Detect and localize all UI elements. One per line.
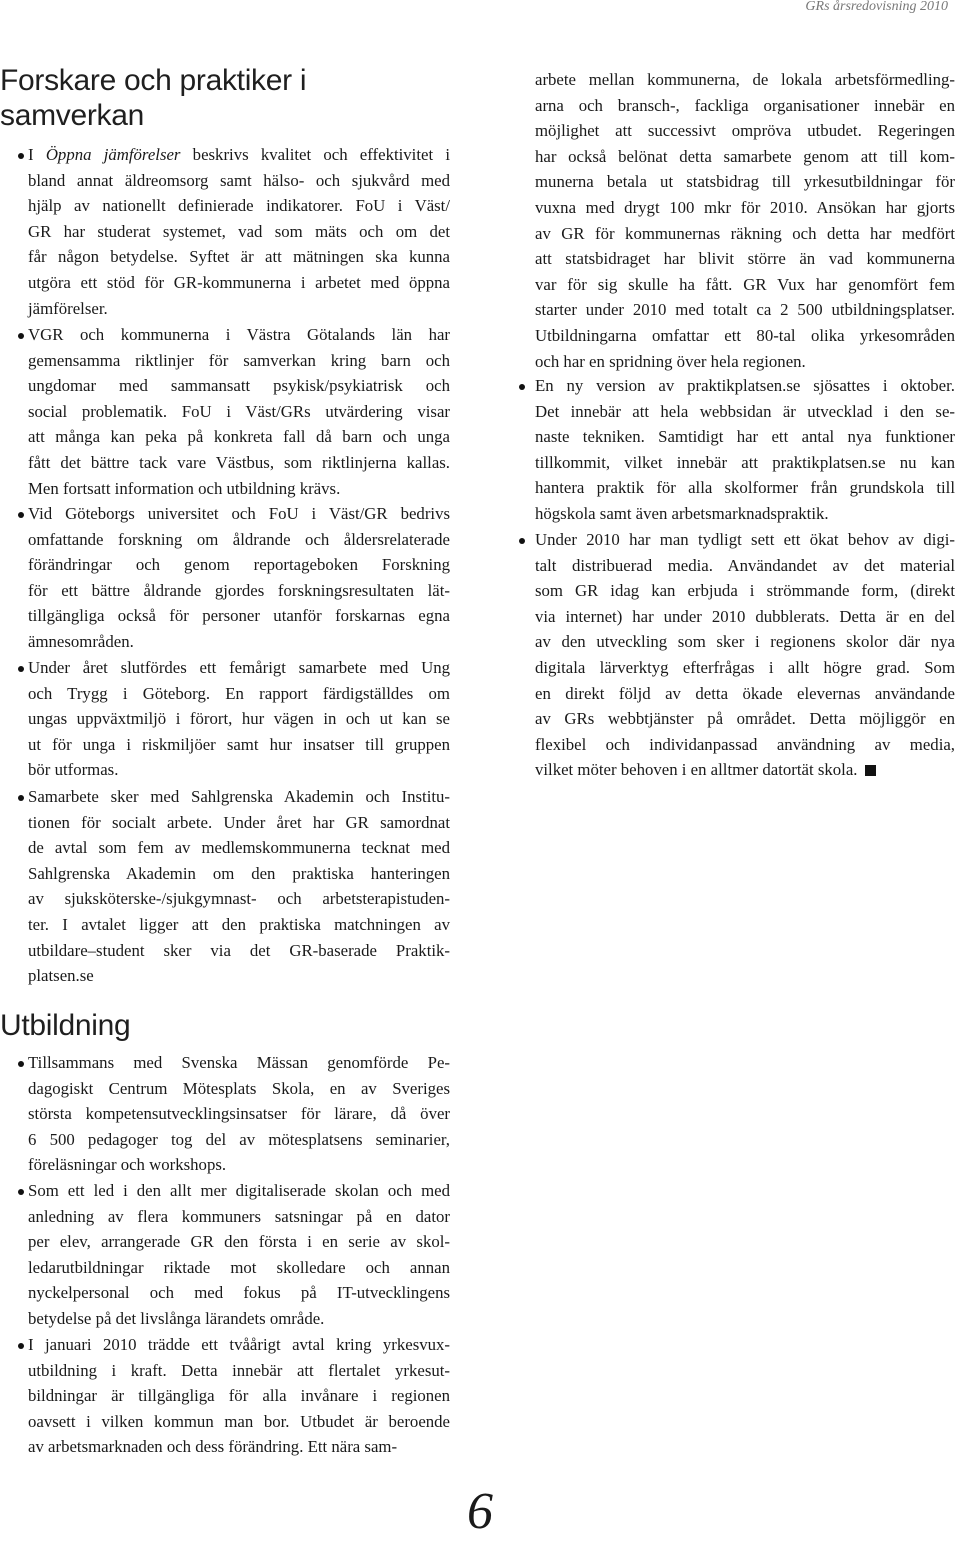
text-line <box>28 1127 450 1153</box>
text-line <box>28 963 450 989</box>
text-segment: betydelse på det livslånga lärandets område. <box>28 1308 325 1328</box>
bullet-item-digital-media <box>535 527 955 783</box>
text-segment: har också belönat detta samarbete genom att till kom- <box>535 146 955 166</box>
text-segment: ungdomar med sammansatt psykisk/psykiatrisk och <box>28 376 450 396</box>
text-line <box>535 450 955 476</box>
bullet-dot-icon <box>519 538 525 544</box>
section-heading-research <box>0 63 306 133</box>
text-segment: I januari 2010 trädde ett tvåårigt avtal kring yrkesvux- <box>28 1335 450 1354</box>
text-segment: omfattande forskning om åldrande och åldersrelaterade <box>28 529 450 549</box>
text-line <box>28 270 450 296</box>
text-segment: gemensamma riktlinjer för samverkan kring barn och <box>28 350 450 370</box>
text-segment: tillkommit, vilket innebär att praktikplatsen.se nu kan <box>535 452 955 472</box>
text-line <box>535 424 955 450</box>
text-line <box>535 706 955 732</box>
text-segment: för ett bättre åldrande gjordes forskningsresultaten lät- <box>28 580 450 600</box>
text-segment: bildningar är tillgängliga för alla invånare i regionen <box>28 1386 450 1406</box>
text-line <box>535 195 955 221</box>
text-segment: av GR för kommunernas räkning och detta har medfört <box>535 223 955 243</box>
text-line <box>535 655 955 681</box>
text-line <box>28 1255 450 1281</box>
text-line <box>28 373 450 399</box>
text-line <box>28 1050 450 1076</box>
text-line <box>535 527 955 553</box>
text-segment: vuxna med drygt 100 mkr för 2010. Ansökan har gjorts <box>535 197 955 217</box>
text-line <box>28 1358 450 1384</box>
running-title: GRs årsredovisning 2010 <box>805 0 948 14</box>
text-segment: naste tekniken. Samtidigt har ett antal nya funktioner <box>535 427 955 447</box>
text-segment: utgöra ett stöd för GR-kommunerna i arbetet med öppna <box>28 272 450 292</box>
text-segment: och har en spridning över hela regionen. <box>535 351 806 371</box>
text-line <box>28 1178 450 1204</box>
section-heading-line: Forskare och praktiker i <box>0 64 307 97</box>
text-line <box>535 475 955 501</box>
text-line <box>28 527 450 553</box>
text-line <box>28 732 450 758</box>
text-segment: var för sig skulle ha fått. GR Vux har genomfört fem <box>535 274 955 294</box>
text-line <box>28 1409 450 1435</box>
text-line <box>535 221 955 247</box>
text-segment: per elev, arrangerade GR den första i en serie av skol- <box>28 1232 450 1252</box>
text-line <box>535 118 955 144</box>
text-line <box>28 835 450 861</box>
section-heading-education: Utbildning <box>0 1009 131 1042</box>
text-line <box>28 296 450 322</box>
text-line <box>28 501 450 527</box>
text-segment: Under 2010 har man tydligt sett ett ökat behov av digi- <box>535 530 955 549</box>
text-segment: ungas uppväxtmiljö i förort, hur vägen in och ut kan se <box>28 709 450 729</box>
bullet-item-aldrande-forskning <box>28 501 450 655</box>
text-line <box>535 144 955 170</box>
text-segment: En ny version av praktikplatsen.se sjösattes i oktober. <box>535 376 955 395</box>
text-line <box>28 629 450 655</box>
text-segment: oavsett i vilken kommun man bor. Utbudet är beroende <box>28 1411 450 1431</box>
text-line <box>535 349 955 375</box>
text-line <box>535 553 955 579</box>
text-segment: vilket möter behoven i en alltmer datortät skola. <box>535 760 858 780</box>
text-line <box>535 757 955 783</box>
text-line <box>28 861 450 887</box>
text-line <box>28 193 450 219</box>
text-segment: jämförelser. <box>28 298 108 318</box>
text-segment: anledning av flera kommuners satsningar på en dator <box>28 1206 450 1226</box>
text-line <box>28 706 450 732</box>
text-line <box>28 912 450 938</box>
text-segment: VGR och kommunerna i Västra Götalands län har <box>28 325 450 344</box>
text-segment: av GRs webbtjänster på området. Detta möjliggör en <box>535 709 955 729</box>
text-segment: utbildning i kraft. Detta innebär att flertalet yrkesut- <box>28 1360 450 1380</box>
text-segment: fått det bättre tack vare Västbus, som riktlinjerna kallas. <box>28 452 450 472</box>
text-segment: största kompetensutvecklingsinsatser för lärare, då över <box>28 1104 450 1124</box>
text-line <box>535 323 955 349</box>
text-segment: Det innebär att hela webbsidan är utvecklad i den se- <box>535 401 955 421</box>
text-line <box>535 169 955 195</box>
text-segment: av arbetsmarknaden och dess förändring. Ett nära sam- <box>28 1437 398 1457</box>
text-line <box>28 603 450 629</box>
text-segment: via internet) har under 2010 dubblerats. Detta är en del <box>535 606 955 626</box>
text-segment: arbete mellan kommunerna, de lokala arbetsförmedling- <box>535 70 955 89</box>
text-line <box>28 322 450 348</box>
text-segment: förändringar och genom reportageboken Forskning <box>28 555 450 575</box>
text-line <box>535 297 955 323</box>
text-segment: får någon betydelse. Syftet är att mätningen ska kunna <box>28 247 450 267</box>
bullet-dot-icon <box>18 333 24 339</box>
bullet-item-oppna-jamforelser <box>28 142 450 321</box>
text-segment: möjlighet att successivt ompröva utbudet. Regeringen <box>535 121 955 141</box>
text-segment: ämnesområden. <box>28 631 134 651</box>
text-line <box>28 578 450 604</box>
text-segment: ut för unga i riskmiljöer samt hur insatser till gruppen <box>28 734 450 754</box>
text-segment: och Trygg i Göteborg. En rapport färdigställdes om <box>28 683 450 703</box>
text-segment: ledarutbildningar riktade mot skolledare och annan <box>28 1257 450 1277</box>
text-segment: hantera praktik för alla skolformer från grundskola till <box>535 478 955 498</box>
text-segment: beskrivs kvalitet och effektivitet i <box>180 145 450 164</box>
text-segment: tionen för socialt arbete. Under året har GR samordnat <box>28 812 450 832</box>
text-segment: bör utformas. <box>28 760 119 780</box>
bullet-dot-icon <box>18 795 24 801</box>
bullet-item-skolledarutbildning <box>28 1178 450 1332</box>
bullet-dot-icon <box>18 512 24 518</box>
text-line <box>28 1229 450 1255</box>
text-segment: de avtal som fem av medlemskommunerna tecknat med <box>28 838 450 858</box>
text-segment: talt distribuerad media. Användandet av det material <box>535 555 955 575</box>
text-line <box>28 552 450 578</box>
text-segment: hjälp av nationellt definierade indikatorer. FoU i Väst/ <box>28 196 450 216</box>
text-line <box>535 578 955 604</box>
bullet-dot-icon <box>18 1189 24 1195</box>
text-segment: en direkt följd av detta ökade elevernas användande <box>535 683 955 703</box>
text-segment: Under året slutfördes ett femårigt samarbete med Ung <box>28 658 450 677</box>
text-line <box>28 424 450 450</box>
text-line <box>28 757 450 783</box>
page-number: 6 <box>467 1483 493 1540</box>
text-line <box>28 1152 450 1178</box>
text-line <box>28 1101 450 1127</box>
text-segment: högskola samt även arbetsmarknadspraktik. <box>535 503 829 523</box>
bullet-dot-icon <box>18 153 24 159</box>
text-line <box>28 1383 450 1409</box>
text-segment: Vid Göteborgs universitet och FoU i Väst/GR bedrivs <box>28 504 450 523</box>
text-segment: GR har studerat systemet, vad som mäts och om det <box>28 221 450 241</box>
text-line <box>535 373 955 399</box>
text-segment: Samarbete sker med Sahlgrenska Akademin och Institu- <box>28 787 450 806</box>
text-line <box>28 1204 450 1230</box>
text-segment: föreläsningar och workshops. <box>28 1155 227 1175</box>
text-segment: social problematik. FoU i Väst/GRs utvärdering visar <box>28 401 450 421</box>
text-line <box>28 244 450 270</box>
text-segment: av den utveckling som sker i regionens skolor där nya <box>535 632 955 652</box>
bullet-dot-icon <box>18 1343 24 1349</box>
bullet-item-yrkesvux <box>28 1332 450 1460</box>
bullet-dot-icon <box>18 666 24 672</box>
text-line <box>535 399 955 425</box>
bullet-dot-icon <box>519 384 525 390</box>
text-line <box>535 272 955 298</box>
section-heading-line: samverkan <box>0 99 145 132</box>
text-line <box>28 1332 450 1358</box>
text-line <box>28 681 450 707</box>
text-line <box>28 938 450 964</box>
bullet-item-ung-och-trygg <box>28 655 450 783</box>
bullet-dot-icon <box>18 1061 24 1067</box>
text-segment: ter. I avtalet ligger att den praktiska matchningen av <box>28 914 450 934</box>
text-line <box>535 681 955 707</box>
text-line <box>535 93 955 119</box>
text-segment: att statsbidraget har blivit större än vad kommunerna <box>535 249 955 269</box>
text-segment: Sahlgrenska Akademin om den praktiska hanteringen <box>28 863 450 883</box>
text-segment: 6 500 pedagoger tog del av mötesplatsens seminarier, <box>28 1129 450 1149</box>
text-segment: dagogiskt Centrum Mötesplats Skola, en av Sveriges <box>28 1078 450 1098</box>
text-segment: arna och bransch-, fackliga organisationer innebär en <box>535 95 955 115</box>
bullet-item-praktikplatsen <box>535 373 955 527</box>
text-line <box>28 1434 450 1460</box>
text-line <box>535 629 955 655</box>
text-line <box>28 1076 450 1102</box>
text-line <box>535 732 955 758</box>
text-segment: Men fortsatt information och utbildning krävs. <box>28 478 341 498</box>
text-segment: av sjuksköterske-/sjukgymnast- och arbetsterapistuden- <box>28 889 450 909</box>
continuation-paragraph <box>535 67 955 374</box>
text-segment: utbildare–student sker via det GR-baserade Praktik- <box>28 940 450 960</box>
text-segment: I <box>28 145 46 164</box>
text-segment: Utbildningarna omfattar ett 80-tal olika yrkesområden <box>535 325 955 345</box>
text-segment: som GR idag kan erbjuda i strömmande form, (direkt <box>535 581 955 601</box>
text-line <box>28 1306 450 1332</box>
text-line <box>535 604 955 630</box>
text-line <box>535 501 955 527</box>
text-line <box>28 655 450 681</box>
text-line <box>28 476 450 502</box>
text-line <box>28 1280 450 1306</box>
text-segment: Som ett led i den allt mer digitaliserade skolan och med <box>28 1181 450 1200</box>
text-segment: nyckelpersonal och med fokus på IT-utvecklingens <box>28 1283 450 1303</box>
text-segment: platsen.se <box>28 966 94 986</box>
bullet-item-vgr-riktlinjer <box>28 322 450 501</box>
text-line <box>28 886 450 912</box>
text-segment: tillgängliga också för personer utanför forskarnas egna <box>28 606 450 626</box>
text-line <box>28 348 450 374</box>
bullet-item-sahlgrenska <box>28 784 450 989</box>
bullet-item-motesplats-skola <box>28 1050 450 1178</box>
text-line <box>535 246 955 272</box>
text-line <box>28 168 450 194</box>
text-segment: digitala lärverktyg efterfrågas i allt högre grad. Som <box>535 657 955 677</box>
text-line <box>28 142 450 168</box>
text-line <box>28 784 450 810</box>
italic-title: Öppna jämförelser <box>45 145 181 164</box>
text-segment: starter under 2010 med totalt ca 2 500 utbildningsplatser. <box>535 300 955 320</box>
text-line <box>535 67 955 93</box>
text-segment: Tillsammans med Svenska Mässan genomförde Pe- <box>28 1053 450 1072</box>
text-line <box>28 399 450 425</box>
text-segment: att många kan peka på konkreta fall då barn och unga <box>28 427 450 447</box>
text-segment: bland annat äldreomsorg samt hälso- och sjukvård med <box>28 170 450 190</box>
text-segment: munerna betala ut statsbidrag till yrkesutbildningar för <box>535 172 955 192</box>
end-of-article-square-icon <box>865 765 876 776</box>
text-line <box>28 450 450 476</box>
text-line <box>28 810 450 836</box>
text-segment: flexibel och individanpassad användning av media, <box>535 734 955 754</box>
text-line <box>28 219 450 245</box>
